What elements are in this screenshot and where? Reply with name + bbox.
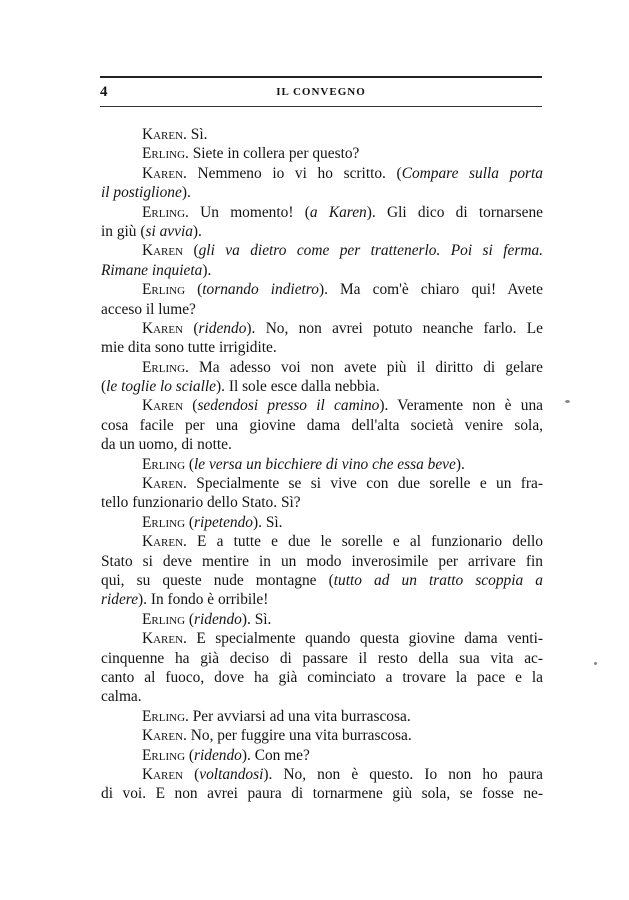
speaker-name: Karen.	[142, 630, 187, 648]
dialogue-text: (	[185, 746, 194, 764]
speaker-name: Erling.	[142, 145, 189, 163]
dialogue-text: Per avviarsi ad una vita burrascosa.	[188, 707, 411, 725]
stage-direction: ripetendo	[194, 513, 253, 531]
dialogue-text: cinquenne ha già deciso di passare il resto della sua vita ac-	[101, 649, 543, 667]
speaker-name: Karen.	[142, 164, 187, 182]
dialogue-text: (	[185, 281, 203, 299]
dialogue-text: Siete in collera per questo?	[188, 145, 360, 163]
stage-direction: sedendosi presso il camino	[197, 397, 380, 415]
header-rule-bottom	[100, 106, 542, 107]
dialogue-text: ).	[181, 184, 191, 202]
speaker-name: Erling	[142, 455, 186, 473]
text-line	[101, 746, 543, 765]
dialogue-text: ). No, non avrei potuto neanche farlo. Le	[246, 319, 543, 337]
dialogue-text: (	[185, 513, 194, 531]
dialogue-text: Sì.	[186, 126, 208, 143]
dialogue-text: ). Sì.	[241, 610, 272, 628]
dialogue-text: canto al fuoco, dove ha già cominciato a trovare la pace e la	[101, 668, 543, 686]
speaker-name: Karen	[142, 397, 184, 415]
text-line	[101, 532, 543, 551]
dialogue-text: E specialmente quando questa giovine dama venti-	[186, 630, 543, 648]
dialogue-text: ).	[192, 222, 202, 240]
speaker-name: Erling	[142, 610, 186, 628]
text-line	[101, 590, 543, 609]
speaker-name: Erling.	[142, 203, 189, 221]
speaker-name: Karen.	[142, 475, 187, 493]
text-line	[101, 571, 543, 590]
text-line	[101, 300, 543, 319]
dialogue-text: acceso il lume?	[101, 300, 196, 318]
dialogue-text: ). In fondo è orribile!	[138, 591, 269, 609]
dialogue-text: ).	[202, 261, 212, 279]
speaker-name: Karen.	[142, 126, 187, 143]
text-line	[101, 707, 543, 726]
speaker-name: Karen	[142, 765, 184, 783]
dialogue-text: calma.	[101, 688, 142, 706]
speaker-name: Karen.	[142, 533, 187, 551]
text-line	[101, 416, 543, 435]
text-line	[101, 629, 543, 648]
speaker-name: Erling	[142, 746, 186, 764]
dialogue-text: cosa facile per una giovine dama dell'alta società venire sola,	[101, 416, 543, 434]
dialogue-text	[101, 125, 543, 804]
dialogue-text: (	[183, 397, 198, 415]
text-line	[101, 319, 543, 338]
text-line	[101, 610, 543, 629]
text-line	[101, 164, 543, 183]
text-line	[101, 241, 543, 260]
dialogue-text: ). No, non è questo. Io non ho paura	[263, 765, 543, 783]
text-line	[101, 222, 543, 241]
stage-direction: le versa un bicchiere di vino che essa beve	[194, 455, 456, 473]
stage-direction: Rimane inquieta	[101, 261, 203, 279]
dialogue-text: Nemmeno io vi ho scritto. (	[186, 164, 402, 182]
running-head: IL CONVEGNO	[276, 86, 366, 98]
stray-mark	[565, 400, 570, 403]
speaker-name: Erling	[142, 281, 186, 299]
text-line	[101, 687, 543, 706]
text-line	[101, 765, 543, 784]
text-line	[101, 280, 543, 299]
text-line	[101, 396, 543, 415]
dialogue-text: Stato si deve mentire in un modo inverosimile per arrivare fin	[101, 552, 543, 570]
text-line	[101, 513, 543, 532]
dialogue-text: ). Con me?	[241, 746, 310, 764]
dialogue-text: ). Ma com'è chiaro qui! Avete	[318, 281, 543, 299]
page-number: 4	[100, 84, 108, 100]
dialogue-text: (	[183, 765, 200, 783]
stage-direction: a Karen	[309, 203, 367, 221]
text-line	[101, 261, 543, 280]
stage-direction: voltandosi	[199, 765, 264, 783]
dialogue-text: (	[185, 455, 194, 473]
speaker-name: Karen	[142, 242, 184, 260]
text-line	[101, 358, 543, 377]
stage-direction: ridendo	[194, 610, 242, 628]
dialogue-text: (	[185, 610, 194, 628]
stray-mark	[594, 662, 597, 665]
text-line	[101, 338, 543, 357]
dialogue-text: qui, su queste nude montagne (	[101, 571, 334, 589]
header-rule-top	[100, 76, 542, 78]
text-line	[101, 435, 543, 454]
stage-direction: ridere	[101, 591, 139, 609]
text-line	[101, 455, 543, 474]
stage-direction: tutto ad un tratto scoppia a	[333, 571, 543, 589]
dialogue-text: Un momento! (	[188, 203, 310, 221]
dialogue-text: ). Veramente non è una	[379, 397, 543, 415]
dialogue-text: mie dita sono tutte irrigidite.	[101, 339, 277, 357]
dialogue-text: Specialmente se si vive con due sorelle e un fra-	[186, 475, 543, 493]
dialogue-text: ).	[455, 455, 465, 473]
speaker-name: Erling.	[142, 707, 189, 725]
dialogue-text: (	[183, 242, 199, 260]
dialogue-text: E a tutte e due le sorelle e al funzionario dello	[186, 533, 543, 551]
text-line	[101, 377, 543, 396]
dialogue-text: da un uomo, di notte.	[101, 436, 232, 454]
speaker-name: Karen.	[142, 727, 187, 745]
stage-direction: gli va dietro come per trattenerlo. Poi si ferma.	[198, 242, 543, 260]
text-line	[101, 203, 543, 222]
dialogue-text: tello funzionario dello Stato. Sì?	[101, 494, 301, 512]
dialogue-text: ). Il sole esce dalla nebbia.	[216, 378, 380, 396]
text-line	[101, 125, 543, 144]
dialogue-text: ). Sì.	[253, 513, 283, 531]
text-line	[101, 144, 543, 163]
dialogue-text: (	[101, 378, 107, 396]
stage-direction: le toglie lo scialle	[106, 378, 216, 396]
dialogue-text: Ma adesso voi non avete più il diritto di gelare	[188, 358, 543, 376]
text-line	[101, 474, 543, 493]
stage-direction: ridendo	[194, 746, 242, 764]
text-line	[101, 726, 543, 745]
dialogue-text: di voi. E non avrei paura di tornarmene giù sola, se fosse ne-	[101, 785, 543, 803]
dialogue-text: (	[183, 319, 199, 337]
speaker-name: Erling.	[142, 358, 189, 376]
text-line	[101, 183, 543, 202]
text-line	[101, 784, 543, 803]
stage-direction: Compare sulla porta	[401, 164, 543, 182]
dialogue-text: No, per fuggire una vita burrascosa.	[186, 727, 412, 745]
stage-direction: si avvia	[145, 222, 193, 240]
text-line	[101, 668, 543, 687]
stage-direction: ridendo	[198, 319, 247, 337]
page-header	[100, 76, 542, 110]
text-line	[101, 493, 543, 512]
text-line	[101, 649, 543, 668]
dialogue-text: in giù (	[101, 222, 146, 240]
speaker-name: Karen	[142, 319, 184, 337]
dialogue-text: ). Gli dico di tornarsene	[366, 203, 543, 221]
stage-direction: il postiglione	[101, 184, 182, 202]
text-line	[101, 552, 543, 571]
speaker-name: Erling	[142, 513, 186, 531]
stage-direction: tornando indietro	[202, 281, 319, 299]
